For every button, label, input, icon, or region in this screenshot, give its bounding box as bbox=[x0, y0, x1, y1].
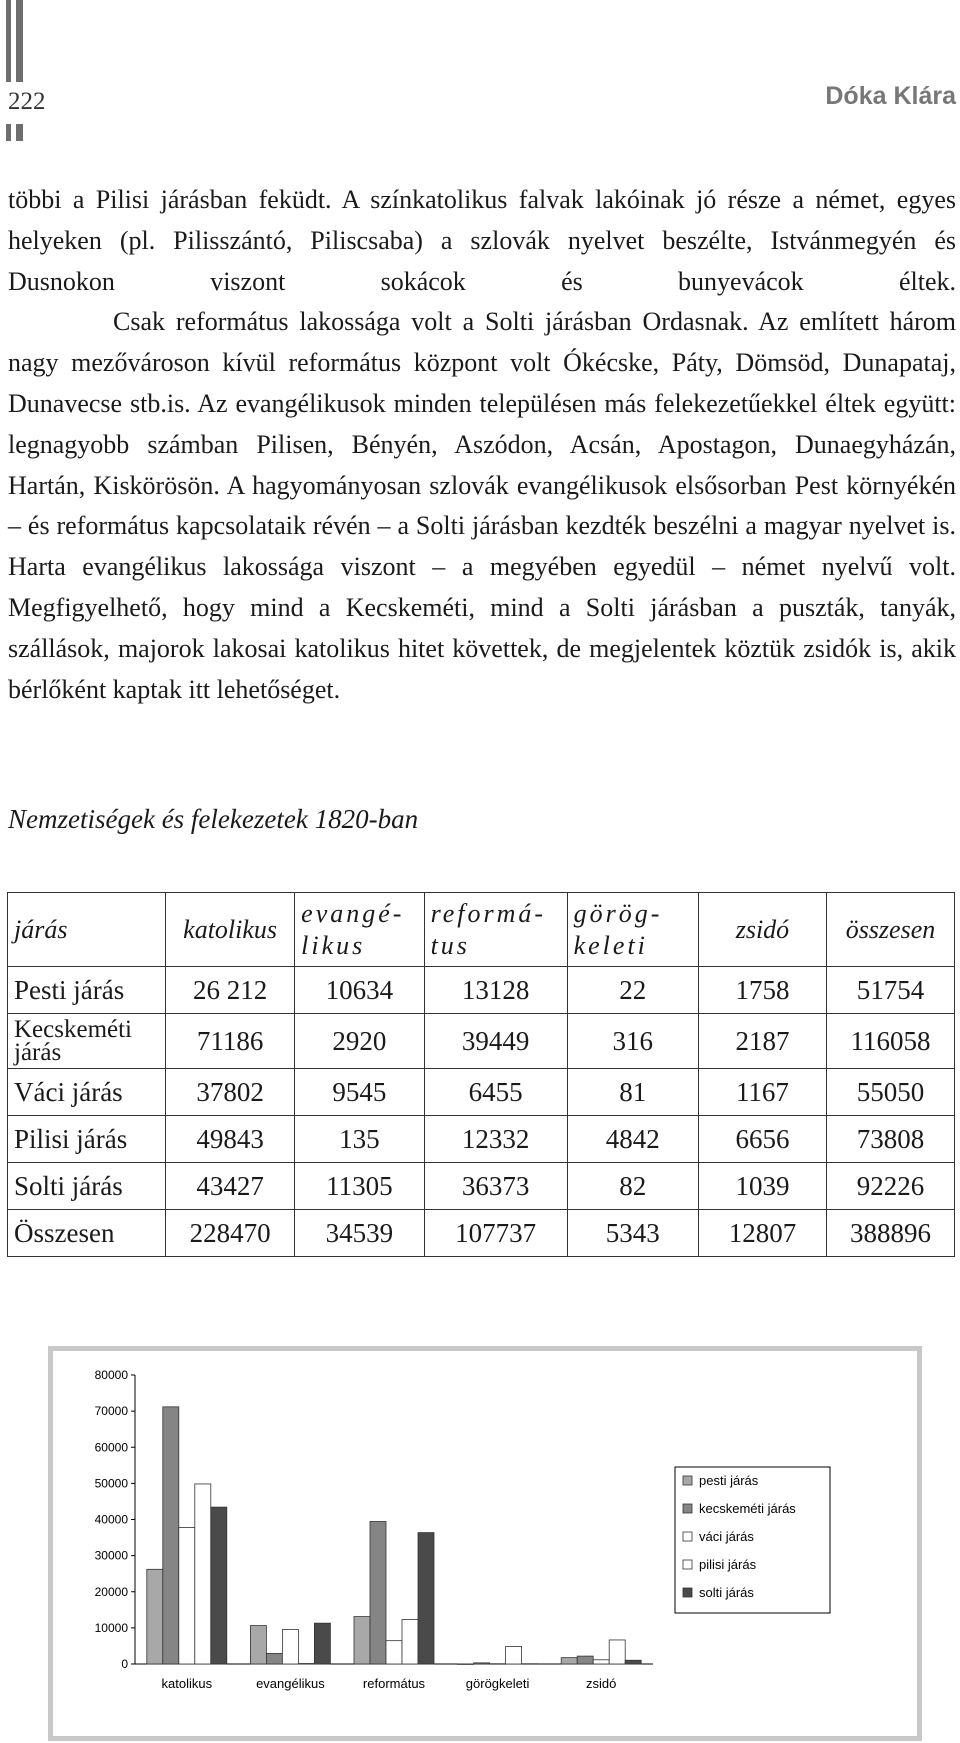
cell: 135 bbox=[295, 1116, 424, 1163]
y-tick-label: 10000 bbox=[94, 1620, 128, 1635]
header-evangelikus: evangé-likus bbox=[295, 893, 424, 967]
row-name: Összesen bbox=[8, 1210, 166, 1257]
legend-label: solti járás bbox=[699, 1585, 754, 1600]
cell: 10634 bbox=[295, 967, 424, 1014]
cell: 43427 bbox=[166, 1163, 295, 1210]
cell: 4842 bbox=[567, 1116, 698, 1163]
cell: 11305 bbox=[295, 1163, 424, 1210]
cell: 228470 bbox=[166, 1210, 295, 1257]
chart-bar bbox=[354, 1617, 370, 1664]
row-name: Kecskeméti járás bbox=[8, 1014, 166, 1069]
legend-swatch bbox=[683, 1476, 692, 1485]
cell: 81 bbox=[567, 1069, 698, 1116]
cell: 13128 bbox=[424, 967, 567, 1014]
cell: 107737 bbox=[424, 1210, 567, 1257]
cell: 2187 bbox=[698, 1014, 826, 1069]
legend-label: pilisi járás bbox=[699, 1557, 757, 1572]
x-tick-label: görögkeleti bbox=[465, 1676, 530, 1691]
y-tick-label: 20000 bbox=[94, 1584, 128, 1599]
header-rule bbox=[6, 0, 11, 82]
legend-swatch bbox=[683, 1532, 692, 1541]
chart-bar bbox=[163, 1407, 179, 1664]
chart-bar bbox=[458, 1664, 474, 1665]
table-header-row bbox=[8, 893, 955, 967]
y-tick-label: 70000 bbox=[94, 1404, 128, 1419]
body-text bbox=[8, 180, 956, 710]
legend-swatch bbox=[683, 1560, 692, 1569]
cell: 92226 bbox=[826, 1163, 954, 1210]
x-tick-label: katolikus bbox=[161, 1676, 213, 1691]
chart-bar bbox=[474, 1663, 490, 1664]
chart-bar bbox=[522, 1664, 538, 1665]
table-row bbox=[8, 1163, 955, 1210]
chart-frame bbox=[48, 1346, 922, 1741]
chart-bar bbox=[370, 1521, 386, 1664]
table-row bbox=[8, 1116, 955, 1163]
legend-label: váci járás bbox=[699, 1529, 754, 1544]
chart-bar bbox=[506, 1647, 522, 1664]
chart-area bbox=[53, 1351, 917, 1736]
cell: 316 bbox=[567, 1014, 698, 1069]
running-head-author: Dóka Klára bbox=[825, 82, 956, 110]
header-rule bbox=[16, 124, 23, 141]
legend-swatch bbox=[683, 1504, 692, 1513]
cell: 116058 bbox=[826, 1014, 954, 1069]
cell: 39449 bbox=[424, 1014, 567, 1069]
x-tick-label: evangélikus bbox=[256, 1676, 325, 1691]
row-name: Pesti járás bbox=[8, 967, 166, 1014]
cell: 71186 bbox=[166, 1014, 295, 1069]
data-table bbox=[7, 892, 955, 1257]
table-row bbox=[8, 1210, 955, 1257]
chart-bar bbox=[561, 1658, 577, 1664]
cell: 12332 bbox=[424, 1116, 567, 1163]
y-tick-label: 40000 bbox=[94, 1512, 128, 1527]
cell: 22 bbox=[567, 967, 698, 1014]
x-tick-label: zsidó bbox=[586, 1676, 617, 1691]
chart-bar bbox=[195, 1484, 211, 1664]
chart-bar bbox=[386, 1641, 402, 1664]
cell: 36373 bbox=[424, 1163, 567, 1210]
cell: 37802 bbox=[166, 1069, 295, 1116]
row-name: Váci járás bbox=[8, 1069, 166, 1116]
chart-bar bbox=[314, 1623, 330, 1664]
legend-label: pesti járás bbox=[699, 1473, 759, 1488]
page-number: 222 bbox=[8, 88, 46, 115]
cell: 5343 bbox=[567, 1210, 698, 1257]
y-tick-label: 60000 bbox=[94, 1440, 128, 1455]
chart-bar bbox=[418, 1533, 434, 1664]
x-tick-label: református bbox=[362, 1676, 426, 1691]
cell: 1758 bbox=[698, 967, 826, 1014]
chart-bar bbox=[282, 1630, 298, 1664]
chart-bar bbox=[609, 1640, 625, 1664]
header-gorogkeleti: görög-keleti bbox=[567, 893, 698, 967]
row-name: Solti járás bbox=[8, 1163, 166, 1210]
chart-bar bbox=[298, 1664, 314, 1665]
cell: 9545 bbox=[295, 1069, 424, 1116]
cell: 34539 bbox=[295, 1210, 424, 1257]
chart-bar bbox=[625, 1660, 641, 1664]
y-tick-label: 50000 bbox=[94, 1476, 128, 1491]
table-row bbox=[8, 967, 955, 1014]
cell: 6656 bbox=[698, 1116, 826, 1163]
legend-swatch bbox=[683, 1588, 692, 1597]
header-rule bbox=[16, 0, 23, 82]
y-tick-label: 80000 bbox=[94, 1368, 128, 1382]
chart-bar bbox=[490, 1664, 506, 1665]
cell: 1167 bbox=[698, 1069, 826, 1116]
cell: 82 bbox=[567, 1163, 698, 1210]
header-katolikus: katolikus bbox=[166, 893, 295, 967]
cell: 49843 bbox=[166, 1116, 295, 1163]
chart-bar bbox=[211, 1507, 227, 1664]
header-zsido: zsidó bbox=[698, 893, 826, 967]
cell: 73808 bbox=[826, 1116, 954, 1163]
header-jaras: járás bbox=[8, 893, 166, 967]
cell: 6455 bbox=[424, 1069, 567, 1116]
cell: 12807 bbox=[698, 1210, 826, 1257]
table-row bbox=[8, 1014, 955, 1069]
chart-bar bbox=[266, 1653, 282, 1664]
paragraph: többi a Pilisi járásban feküdt. A színkatolikus falvak lakóinak jó része a német, egyes helyeken (pl. Pilisszántó, Piliscsaba) a szlovák nyelvet beszélte, Istvánmegyén és Dusnokon viszont sokácok és bunyevácok éltek. bbox=[8, 185, 956, 296]
chart-bar bbox=[577, 1656, 593, 1664]
chart-bar bbox=[179, 1527, 195, 1664]
chart-bar bbox=[593, 1660, 609, 1664]
y-tick-label: 30000 bbox=[94, 1548, 128, 1563]
header-reformatus: reformá-tus bbox=[424, 893, 567, 967]
table-row bbox=[8, 1069, 955, 1116]
legend-label: kecskeméti járás bbox=[699, 1501, 796, 1516]
cell: 51754 bbox=[826, 967, 954, 1014]
row-name: Pilisi járás bbox=[8, 1116, 166, 1163]
table-caption: Nemzetiségek és felekezetek 1820-ban bbox=[8, 804, 419, 834]
cell: 2920 bbox=[295, 1014, 424, 1069]
chart-bar bbox=[250, 1626, 266, 1664]
cell: 1039 bbox=[698, 1163, 826, 1210]
cell: 388896 bbox=[826, 1210, 954, 1257]
header-osszesen: összesen bbox=[826, 893, 954, 967]
chart-bar bbox=[402, 1619, 418, 1664]
cell: 26 212 bbox=[166, 967, 295, 1014]
paragraph: Csak református lakossága volt a Solti járásban Ordasnak. Az említett három nagy mezővároson kívül református központ volt Ókécske, Páty, Dömsöd, Dunapataj, Dunavecse stb.is. Az evangélikusok minden településen más felekezetűekkel éltek együtt: legnagyobb számban Pilisen, Bényén, Aszódon, Acsán, Apostagon, Dunaegyházán, Hartán, Kiskörösön. A hagyományosan szlovák evangélikusok elsősorban Pest környékén – és református kapcsolataik révén – a Solti járásban kezdték beszélni a magyar nyelvet is. Harta evangélikus lakossága viszont – a megyében egyedül – német nyelvű volt. Megfigyelhető, hogy mind a Kecskeméti, mind a Solti járásban a puszták, tanyák, szállások, majorok lakosai katolikus hitet követtek, de megjelentek köztük zsidók is, akik bérlőként kaptak itt lehetőséget. bbox=[8, 307, 956, 704]
cell: 55050 bbox=[826, 1069, 954, 1116]
chart-bar bbox=[147, 1569, 163, 1664]
bar-chart bbox=[53, 1351, 917, 1736]
header-rule bbox=[6, 124, 11, 141]
y-tick-label: 0 bbox=[121, 1657, 128, 1671]
